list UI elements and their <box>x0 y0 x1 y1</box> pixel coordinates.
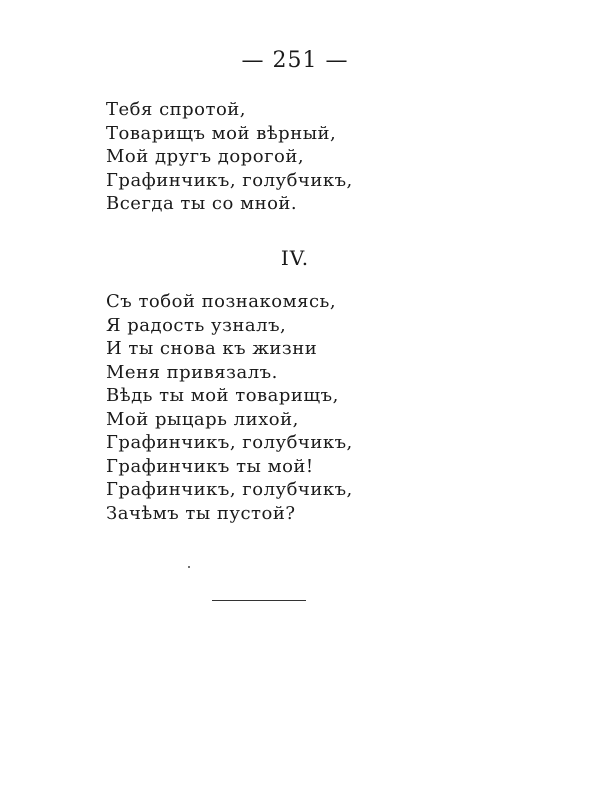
verse-line: Графинчикъ, голубчикъ, <box>106 432 353 453</box>
end-rule-divider <box>212 600 306 601</box>
verse-line: Графинчикъ, голубчикъ, <box>106 169 353 191</box>
verse-line: Графинчикъ, голубчикъ, <box>106 479 353 500</box>
verse-line: Мой другъ дорогой, <box>106 146 305 167</box>
stanza-2 <box>106 290 526 525</box>
verse-line: Зачѣмъ ты пустой? <box>106 502 296 524</box>
stanza-1 <box>106 98 526 216</box>
verse-line: Съ тобой познакомясь, <box>106 291 337 312</box>
verse-line: Вѣдь ты мой товарищъ, <box>106 385 339 406</box>
verse-line: Всегда ты со мной. <box>106 193 298 214</box>
page-number: — 251 — <box>241 48 349 73</box>
verse-line: Графинчикъ ты мой! <box>106 455 314 477</box>
verse-line: Меня привязалъ. <box>106 361 278 383</box>
verse-line: Товарищъ мой вѣрный, <box>106 122 337 144</box>
verse-line: Тебя спротой, <box>106 99 247 120</box>
section-heading: IV. <box>280 246 310 270</box>
ink-speck <box>188 566 190 568</box>
verse-line: Мой рыцарь лихой, <box>106 408 299 430</box>
verse-line: Я радость узналъ, <box>106 314 287 336</box>
verse-line: И ты снова къ жизни <box>106 338 318 359</box>
